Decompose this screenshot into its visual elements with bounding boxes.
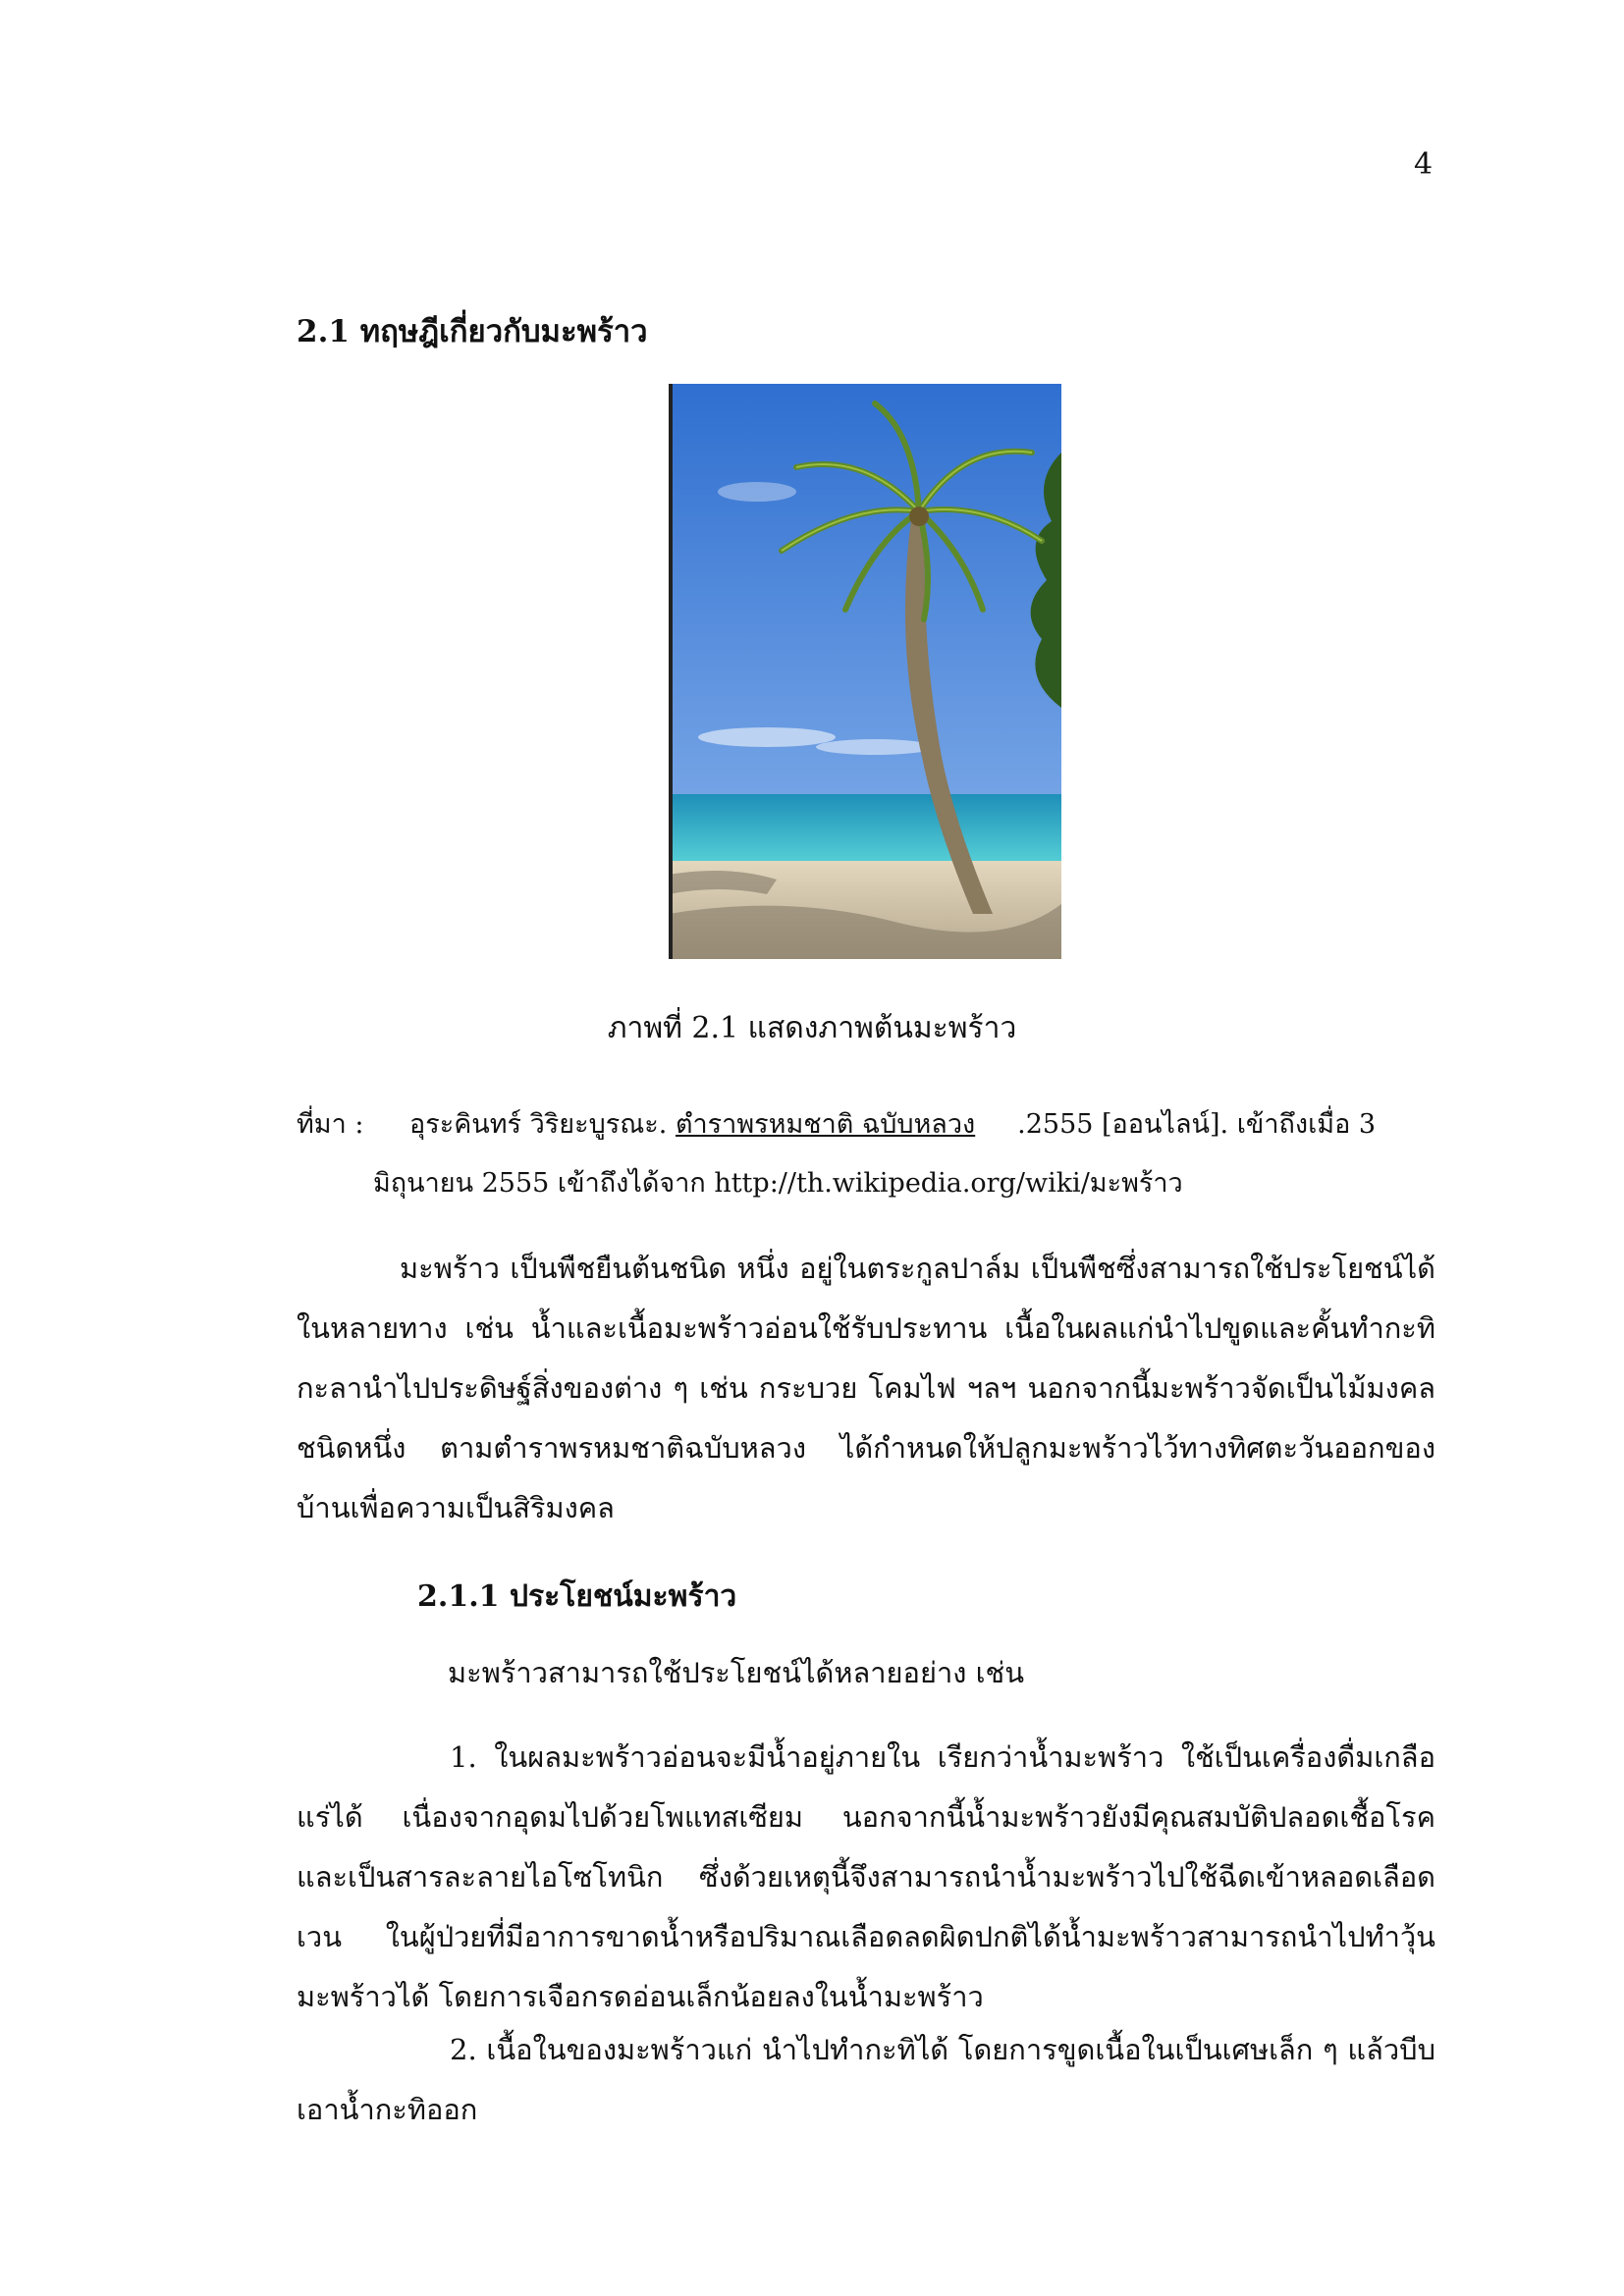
intro-paragraph: มะพร้าว เป็นพืชยืนต้นชนิด หนึ่ง อยู่ในตระกูลปาล์ม เป็นพืชซึ่งสามารถใช้ประโยชน์ได้ในหลายทาง เช่น น้ำและเนื้อมะพร้าวอ่อนใช้รับประทาน เนื้อในผลแก่นำไปขูดและคั้นทำกะทิกะลานำไปประดิษฐ์สิ่งของต่าง ๆ เช่น กระบวย โคมไฟ ฯลฯ นอกจากนี้มะพร้าวจัดเป็นไม้มงคลชนิดหนึ่ง ตามตำราพรหมชาติฉบับหลวง ได้กำหนดให้ปลูกมะพร้าวไว้ทางทิศตะวันออกของบ้านเพื่อความเป็นสิริมงคล — [297, 1252, 1435, 1524]
page-number: 4 — [1414, 147, 1434, 182]
source-line-2: มิถุนายน 2555 เข้าถึงได้จาก http://th.wikipedia.org/wiki/มะพร้าว — [373, 1168, 1183, 1199]
list-item-2: 2. เนื้อในของมะพร้าวแก่ นำไปทำกะทิได้ โดยการขูดเนื้อในเป็นเศษเล็ก ๆ แล้วบีบเอาน้ำกะทิออก — [297, 2033, 1435, 2126]
list-item-1: 1. ในผลมะพร้าวอ่อนจะมีน้ำอยู่ภายใน เรียกว่าน้ำมะพร้าว ใช้เป็นเครื่องดื่มเกลือแร่ได้ เนื่องจากอุดมไปด้วยโพแทสเซียม นอกจากนี้น้ำมะพร้าวยังมีคุณสมบัติปลอดเชื้อโรค และเป็นสารละลายไอโซโทนิก ซึ่งด้วยเหตุนี้จึงสามารถนำน้ำมะพร้าวไปใช้ฉีดเข้าหลอดเลือดเวน ในผู้ป่วยที่มีอาการขาดน้ำหรือปริมาณเลือดลดผิดปกติได้น้ำมะพร้าวสามารถนำไปทำวุ้นมะพร้าวได้ โดยการเจือกรดอ่อนเล็กน้อยลงในน้ำมะพร้าว — [297, 1740, 1435, 2013]
subsection-heading: 2.1.1 ประโยชน์มะพร้าว — [417, 1579, 737, 1614]
section-heading: 2.1 ทฤษฎีเกี่ยวกับมะพร้าว — [297, 314, 648, 349]
source-label: ที่มา : — [297, 1109, 364, 1140]
source-author: อุระคินทร์ วิริยะบูรณะ. — [409, 1109, 668, 1140]
source-line-1 — [409, 1095, 1376, 1154]
subsection-intro: มะพร้าวสามารถใช้ประโยชน์ได้หลายอย่าง เช่น — [448, 1656, 1025, 1689]
source-title: ตำราพรหมชาติ ฉบับหลวง — [675, 1109, 976, 1140]
palm-tree-photo — [669, 384, 1061, 959]
source-line1-rest: .2555 [ออนไลน์]. เข้าถึงเมื่อ 3 — [1017, 1109, 1377, 1140]
figure-caption: ภาพที่ 2.1 แสดงภาพต้นมะพร้าว — [607, 1011, 1017, 1045]
